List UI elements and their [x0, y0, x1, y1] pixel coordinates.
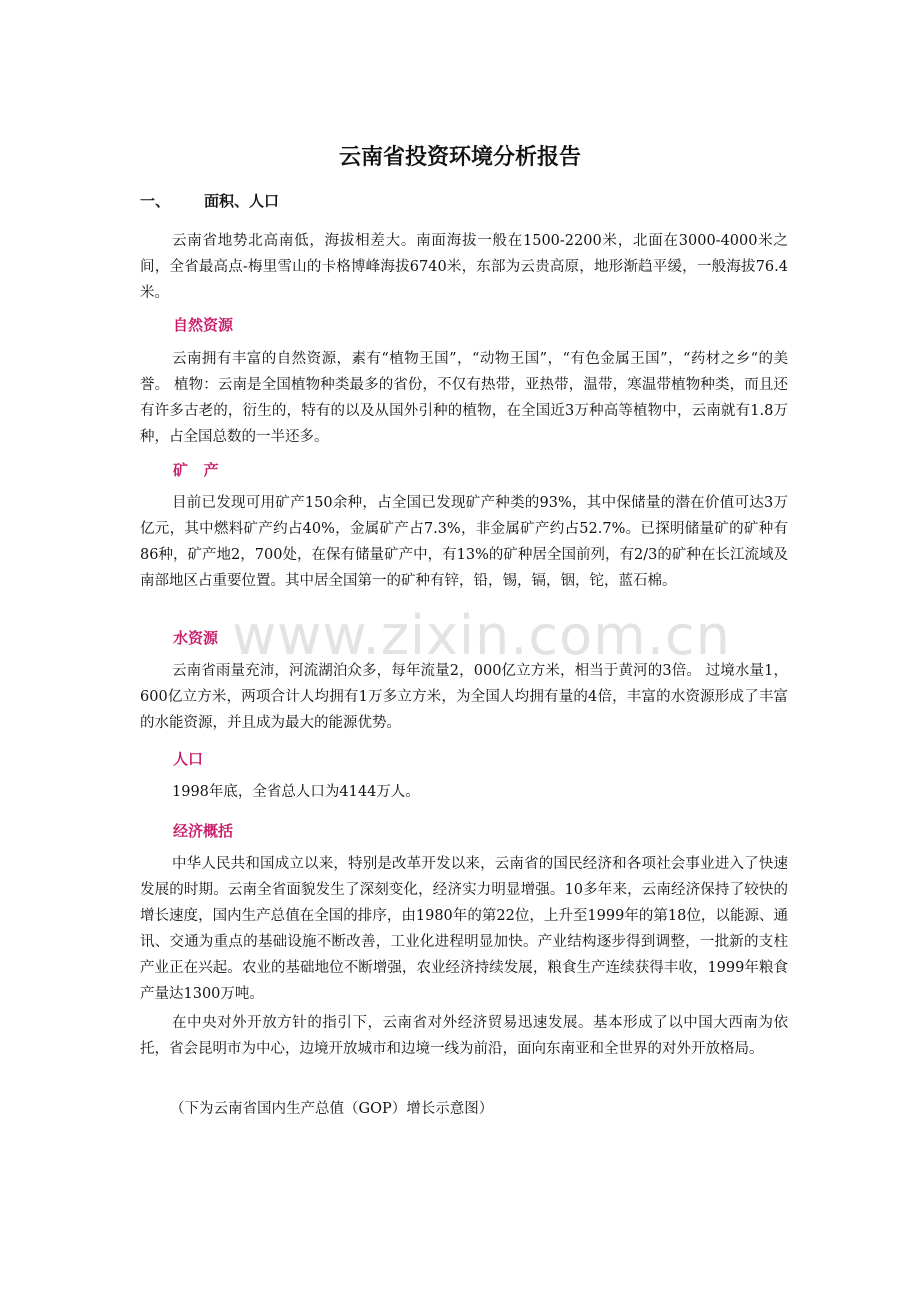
- paragraph-water-resources: 云南省雨量充沛，河流湖泊众多，每年流量2，000亿立方米，相当于黄河的3倍。 过境水量1，600亿立方米，两项合计人均拥有1万多立方米，为全国人均拥有量的4倍，丰富的水资源形成了丰富的水能资源，并且成为最大的能源优势。: [140, 663, 788, 731]
- paragraph-population: 1998年底，全省总人口为4144万人。: [172, 784, 420, 800]
- section-heading: [140, 190, 279, 211]
- subheading-economy: 经济概括: [173, 822, 234, 840]
- watermark: www.zixin.com.cn: [232, 604, 731, 667]
- section-number: 一、: [140, 192, 171, 210]
- paragraph-area: 云南省地势北高南低，海拔相差大。南面海拔一般在1500-2200米，北面在3000-4000米之间，全省最高点-梅里雪山的卡格博峰海拔6740米，东部为云贵高原，地形渐趋平缓，一般海拔76.4米。: [140, 233, 788, 301]
- subheading-natural-resources: 自然资源: [173, 316, 234, 334]
- subheading-minerals: 矿 产: [173, 461, 219, 479]
- section-heading-text: 面积、人口: [204, 192, 280, 210]
- page-title: 云南省投资环境分析报告: [338, 144, 581, 170]
- paragraph-economy-1: 中华人民共和国成立以来，特别是改革开发以来，云南省的国民经济和各项社会事业进入了快速发展的时期。云南全省面貌发生了深刻变化，经济实力明显增强。10多年来，云南经济保持了较快的增长速度，国内生产总值在全国的排序，由1980年的第22位，上升至1999年的第18位，以能源、通讯、交通为重点的基础设施不断改善，工业化进程明显加快。产业结构逐步得到调整，一批新的支柱产业正在兴起。农业的基础地位不断增强，农业经济持续发展，粮食生产连续获得丰收，1999年粮食产量达1300万吨。: [140, 856, 788, 1002]
- paragraph-economy-2: 在中央对外开放方针的指引下，云南省对外经济贸易迅速发展。基本形成了以中国大西南为依托，省会昆明市为中心，边境开放城市和边境一线为前沿，面向东南亚和全世界的对外开放格局。: [140, 1015, 788, 1057]
- figure-caption: （下为云南省国内生产总值（GOP）增长示意图）: [170, 1101, 494, 1117]
- paragraph-minerals: 目前已发现可用矿产150余种，占全国已发现矿产种类的93%，其中保储量的潜在价值可达3万亿元，其中燃料矿产约占40%，金属矿产占7.3%，非金属矿产约占52.7%。已探明储量矿的矿种有86种，矿产地2，700处，在保有储量矿产中，有13%的矿种居全国前列，有2/3的矿种在长江流域及南部地区占重要位置。其中居全国第一的矿种有锌，铅，锡，镉，铟，铊，蓝石棉。: [140, 495, 788, 589]
- subheading-water-resources: 水资源: [173, 629, 219, 647]
- subheading-population: 人口: [173, 750, 204, 768]
- paragraph-natural-resources: 云南拥有丰富的自然资源，素有“植物王国”，“动物王国”，“有色金属王国”，“药材之乡“的美誉。 植物：云南是全国植物种类最多的省份，不仅有热带，亚热带，温带，寒温带植物种类，而且还有许多古老的，衍生的，特有的以及从国外引种的植物，在全国近3万种高等植物中，云南就有1.8万种，占全国总数的一半还多。: [140, 351, 788, 445]
